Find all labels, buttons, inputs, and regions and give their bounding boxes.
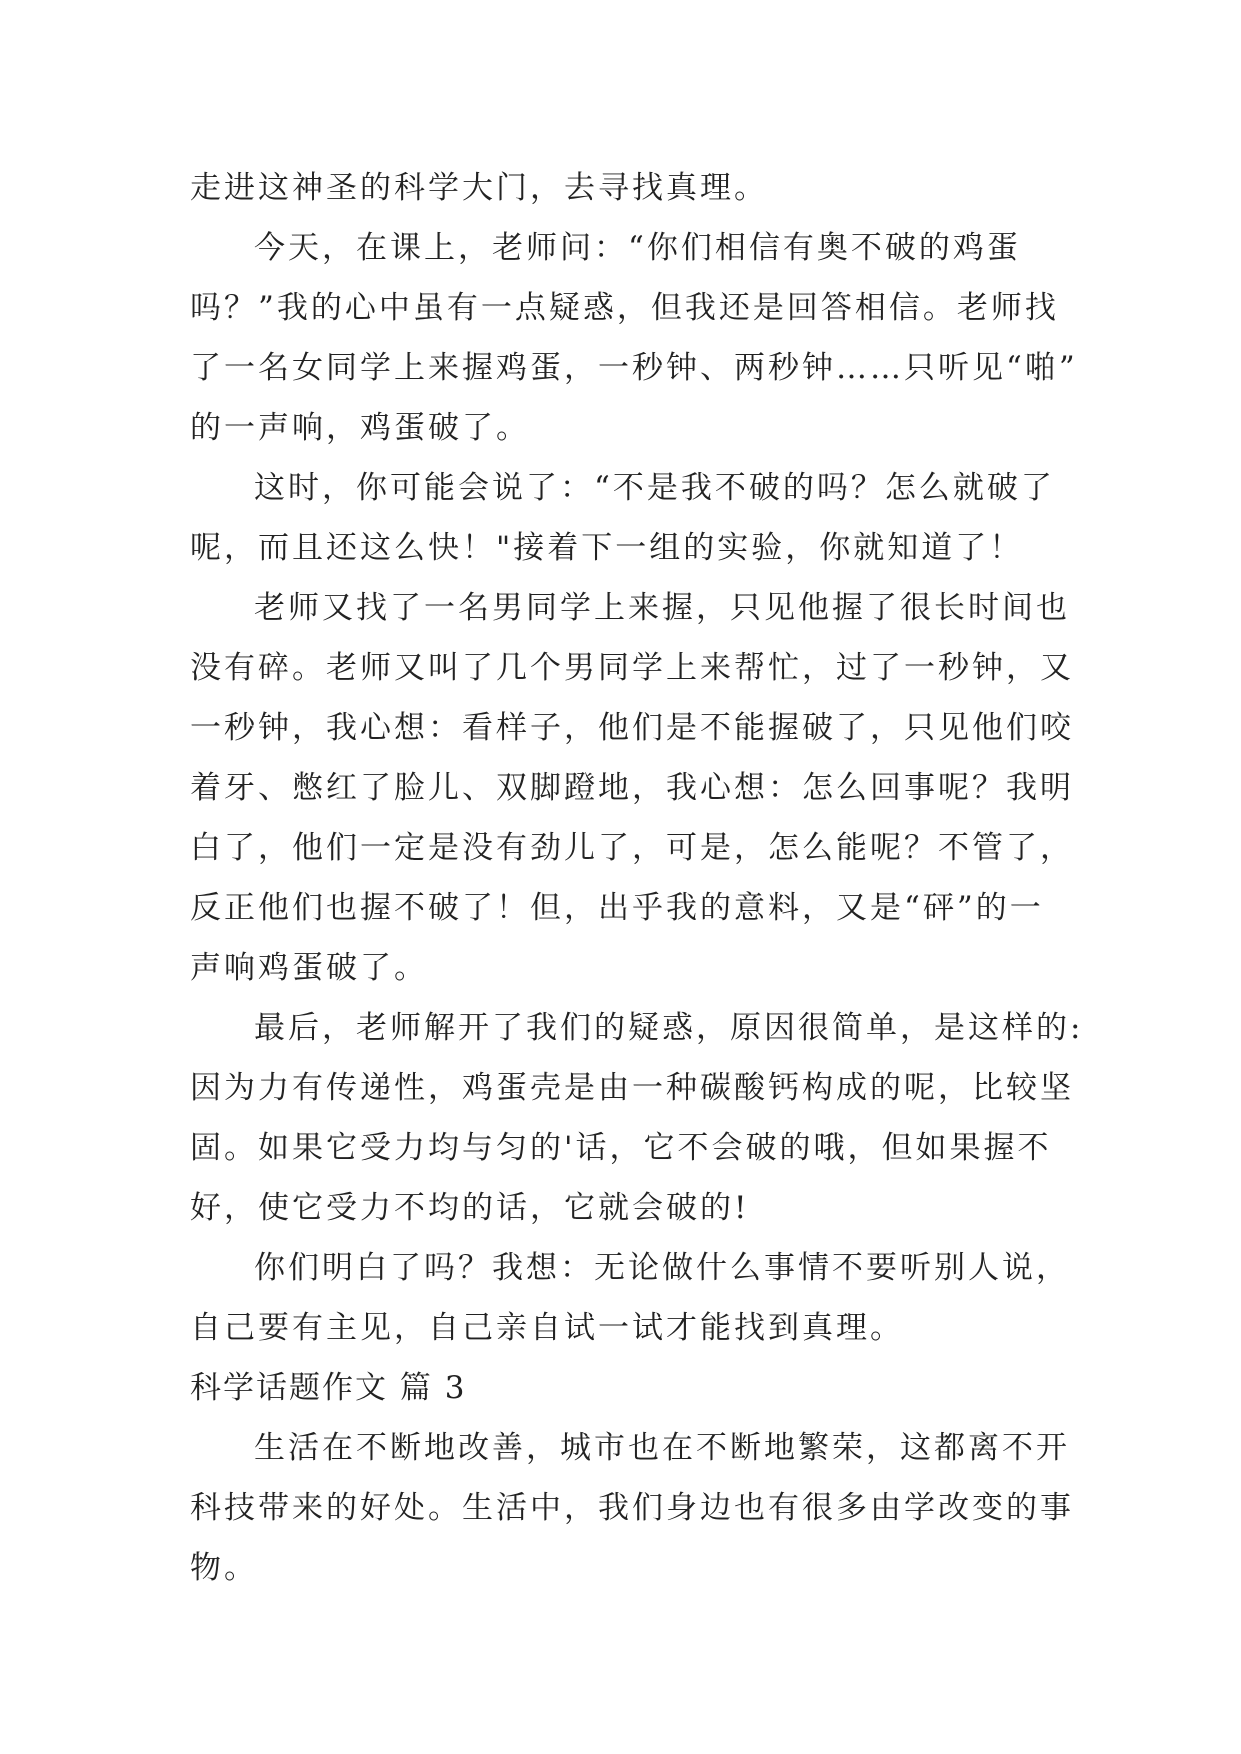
paragraph-line: 走进这神圣的科学大门，去寻找真理。 [190,170,768,206]
paragraph-line: 好，使它受力不均的话，它就会破的! [190,1190,750,1226]
paragraph-line: 一秒钟，我心想：看样子，他们是不能握破了，只见他们咬 [190,710,1074,746]
paragraph-line: 的一声响，鸡蛋破了。 [190,410,530,446]
paragraph-line: 物。 [190,1550,258,1586]
document-body [190,158,1084,1598]
paragraph-line: 没有碎。老师又叫了几个男同学上来帮忙，过了一秒钟，又 [190,650,1074,686]
paragraph-line: 自己要有主见，自己亲自试一试才能找到真理。 [190,1310,904,1346]
paragraph-line: 吗？”我的心中虽有一点疑惑，但我还是回答相信。老师找 [190,290,1059,326]
paragraph-line: 科技带来的好处。生活中，我们身边也有很多由学改变的事 [190,1490,1074,1526]
paragraph-line: 固。如果它受力均与匀的'话，它不会破的哦，但如果握不 [190,1130,1052,1166]
paragraph-line: 最后，老师解开了我们的疑惑，原因很简单，是这样的: [254,1010,1084,1046]
paragraph-line: 今天，在课上，老师问：“你们相信有奥不破的鸡蛋 [254,230,1021,266]
paragraph-line: 白了，他们一定是没有劲儿了，可是，怎么能呢？不管了， [190,830,1074,866]
paragraph-line: 呢，而且还这么快！"接着下一组的实验，你就知道了！ [190,530,1024,566]
paragraph-line: 因为力有传递性，鸡蛋壳是由一种碳酸钙构成的呢，比较坚 [190,1070,1074,1106]
paragraph-line: 声响鸡蛋破了。 [190,950,428,986]
paragraph-line: 反正他们也握不破了！但，出乎我的意料，又是“砰”的一 [190,890,1044,926]
paragraph-line: 了一名女同学上来握鸡蛋，一秒钟、两秒钟……只听见“啪” [190,350,1078,386]
paragraph-line: 着牙、憋红了脸儿、双脚蹬地，我心想：怎么回事呢？我明 [190,770,1074,806]
section-title: 科学话题作文 篇 3 [190,1370,467,1406]
paragraph-line: 这时，你可能会说了：“不是我不破的吗？怎么就破了 [254,470,1055,506]
paragraph-line: 老师又找了一名男同学上来握，只见他握了很长时间也 [254,590,1070,626]
paragraph-line: 生活在不断地改善，城市也在不断地繁荣，这都离不开 [254,1430,1070,1466]
paragraph-line: 你们明白了吗？我想：无论做什么事情不要听别人说， [254,1250,1070,1286]
